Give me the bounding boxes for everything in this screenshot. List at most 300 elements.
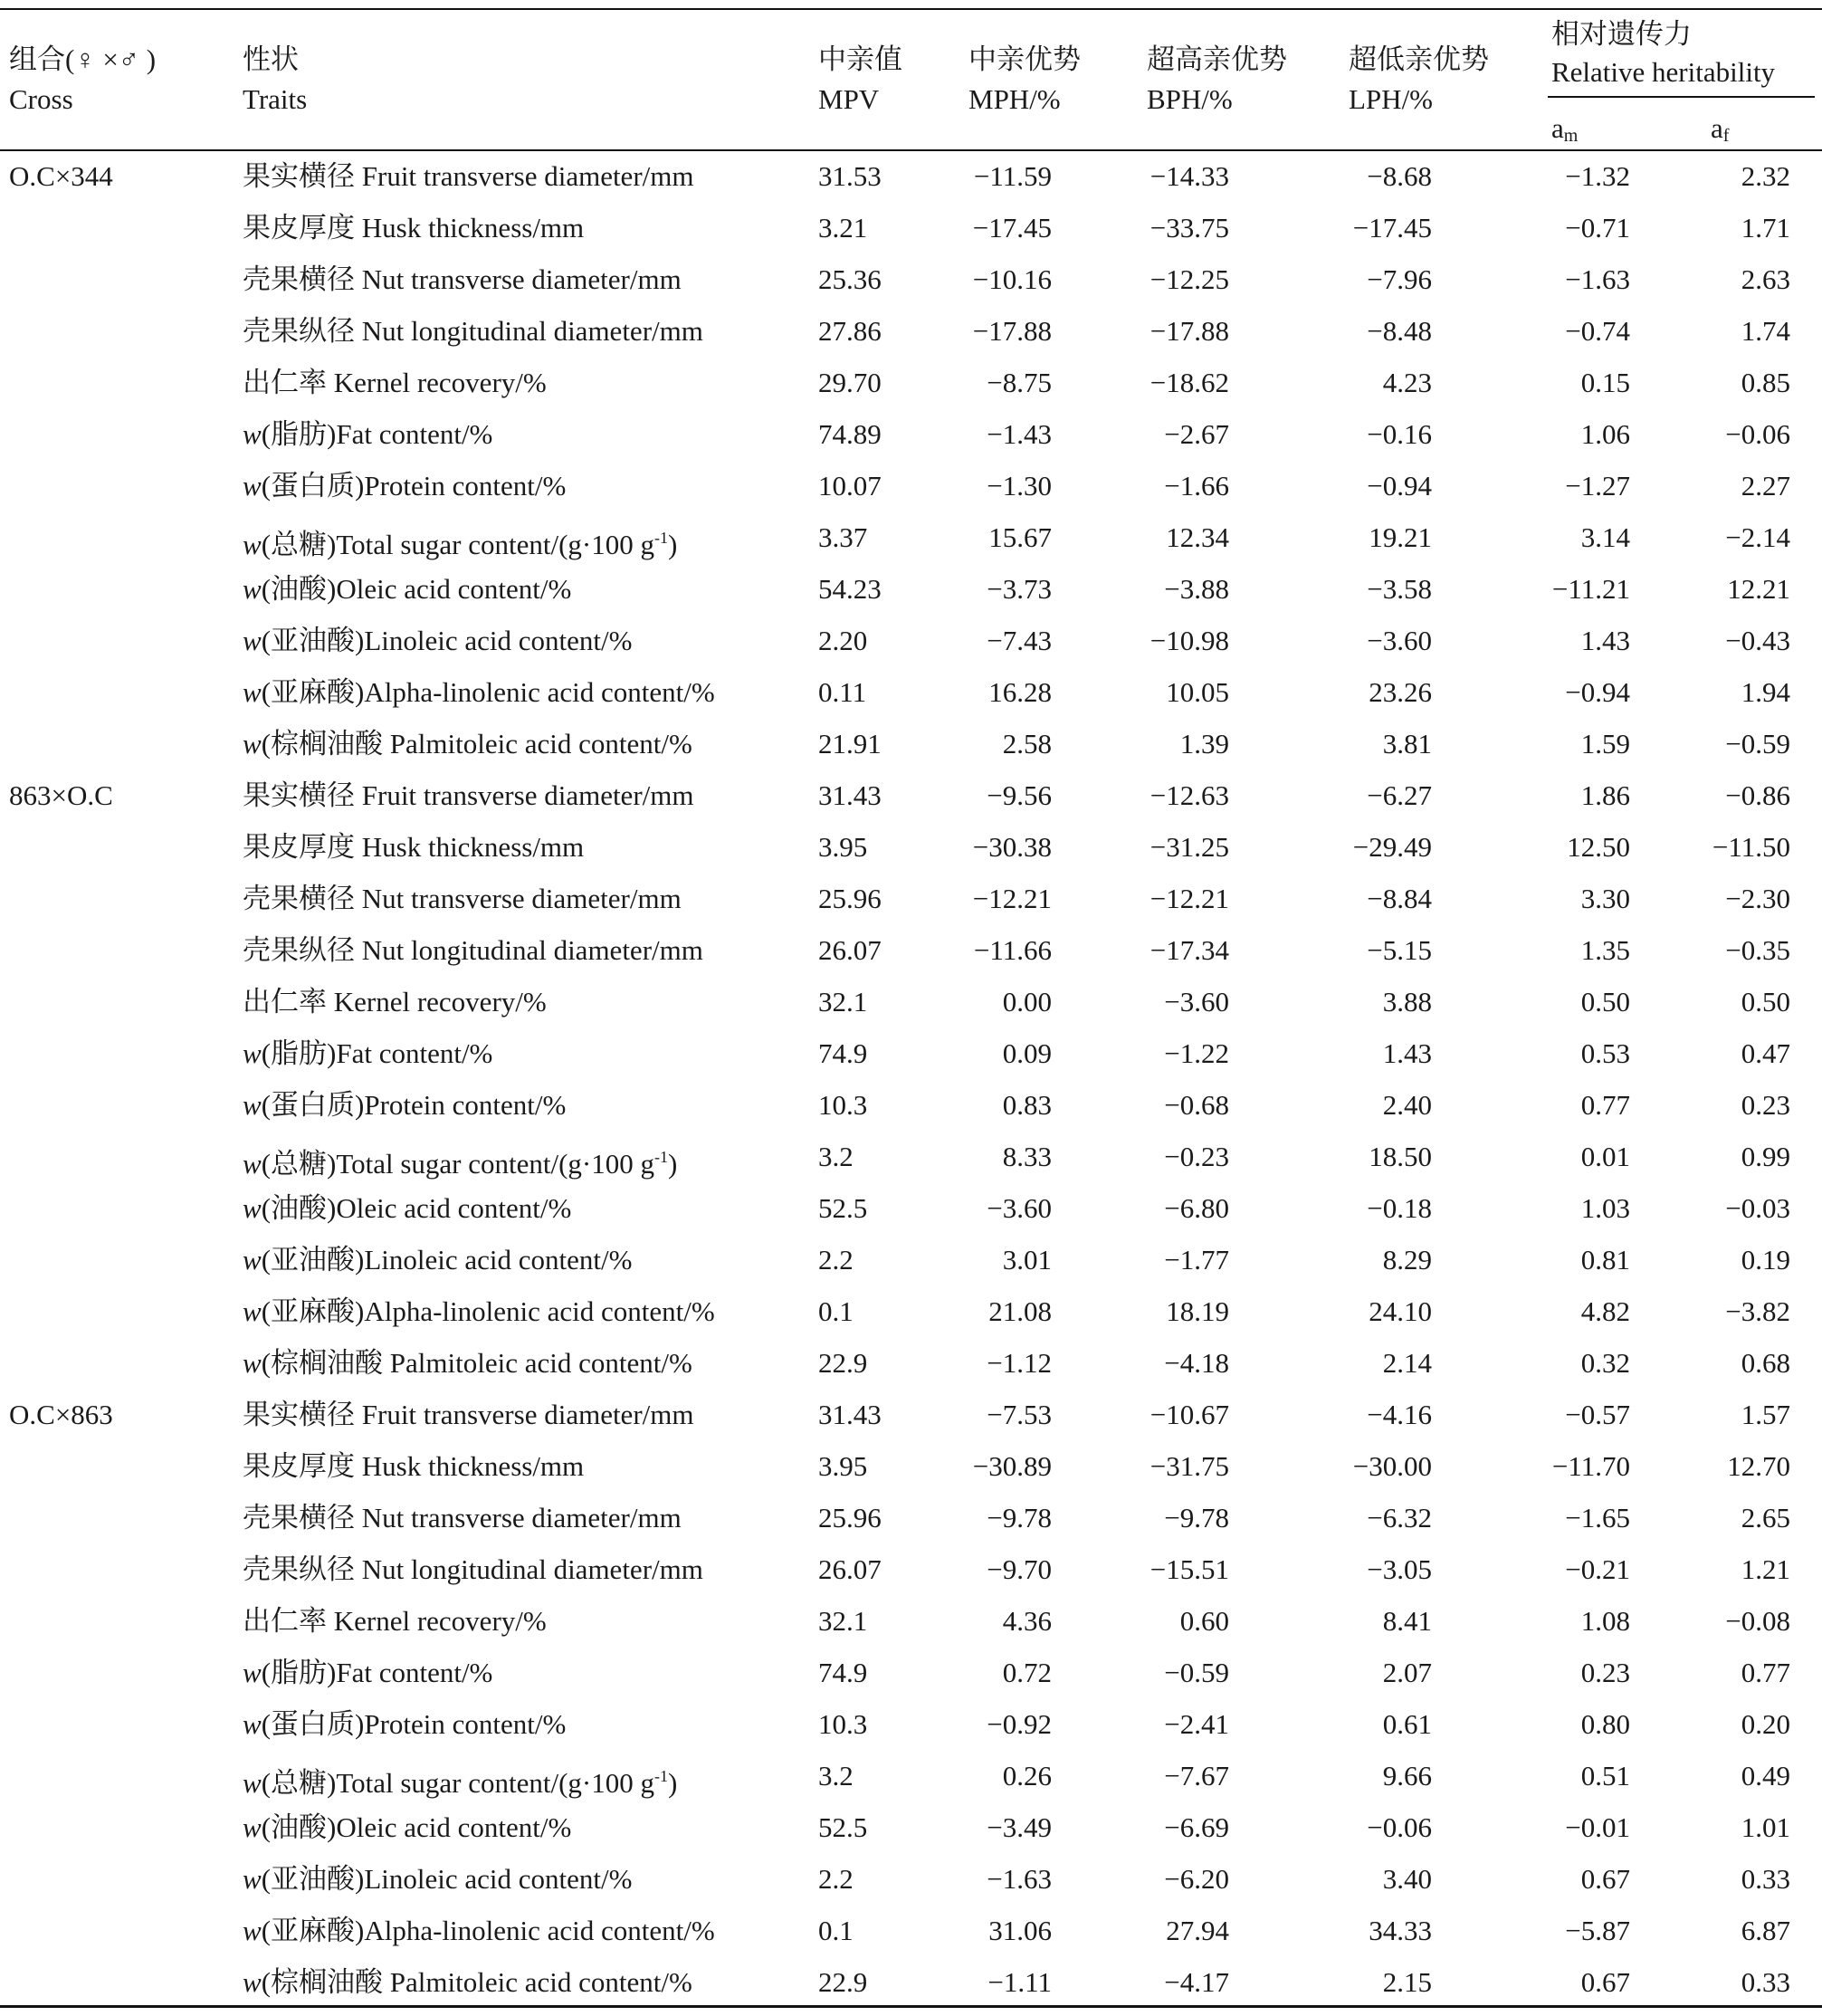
value-lph: −17.45	[1352, 212, 1432, 244]
value-mph: 0.00	[1002, 986, 1052, 1018]
trait-label: 出仁率 Kernel recovery/%	[243, 367, 547, 398]
table-row	[0, 1087, 1822, 1139]
cross-label: O.C×344	[9, 160, 113, 192]
value-am: 1.03	[1580, 1192, 1630, 1224]
value-bph: −18.62	[1149, 367, 1229, 398]
table-row	[0, 210, 1822, 262]
table-row	[0, 1500, 1822, 1552]
value-mpv: 3.2	[818, 1760, 854, 1791]
value-mpv: 0.1	[818, 1915, 854, 1946]
value-bph: 27.94	[1166, 1915, 1229, 1946]
value-af: 2.32	[1741, 160, 1790, 192]
value-bph: −0.68	[1164, 1089, 1229, 1121]
value-lph: −6.27	[1367, 779, 1432, 811]
value-mph: −30.38	[972, 831, 1052, 863]
value-mpv: 31.43	[818, 1399, 882, 1430]
value-lph: −30.00	[1352, 1450, 1432, 1482]
header-traits-cn: 性状	[243, 43, 299, 75]
value-lph: −3.05	[1367, 1553, 1432, 1585]
header-lph-en: LPH/%	[1349, 83, 1433, 115]
trait-label: w(油酸)Oleic acid content/%	[243, 1192, 572, 1224]
value-mpv: 0.1	[818, 1295, 854, 1327]
value-mpv: 0.11	[818, 676, 867, 708]
value-af: 0.19	[1741, 1244, 1790, 1276]
trait-label: 壳果纵径 Nut longitudinal diameter/mm	[243, 934, 703, 966]
value-lph: −0.06	[1367, 1811, 1432, 1843]
value-bph: −6.69	[1164, 1811, 1229, 1843]
table-row	[0, 1190, 1822, 1242]
value-bph: −1.77	[1164, 1244, 1229, 1276]
value-bph: 12.34	[1166, 521, 1229, 553]
value-mpv: 22.9	[818, 1347, 868, 1379]
value-mph: −7.53	[987, 1399, 1052, 1430]
value-lph: 8.29	[1382, 1244, 1432, 1276]
value-am: −1.63	[1565, 263, 1630, 295]
value-lph: 9.66	[1382, 1760, 1432, 1791]
table-row	[0, 623, 1822, 674]
value-bph: −12.25	[1149, 263, 1229, 295]
value-lph: 2.07	[1382, 1657, 1432, 1688]
value-am: 0.67	[1580, 1863, 1630, 1895]
table-row	[0, 1810, 1822, 1861]
table-row	[0, 1861, 1822, 1913]
value-mph: 16.28	[988, 676, 1052, 708]
value-mpv: 10.3	[818, 1708, 868, 1740]
value-mpv: 52.5	[818, 1192, 868, 1224]
value-mpv: 54.23	[818, 573, 882, 605]
table-row	[0, 1706, 1822, 1758]
value-am: −1.27	[1565, 470, 1630, 502]
value-am: 0.53	[1580, 1037, 1630, 1069]
value-am: −0.94	[1565, 676, 1630, 708]
value-lph: 23.26	[1369, 676, 1432, 708]
table-row	[0, 1964, 1822, 2016]
value-af: −3.82	[1725, 1295, 1790, 1327]
value-af: −2.30	[1725, 883, 1790, 914]
value-bph: −12.63	[1149, 779, 1229, 811]
value-mpv: 74.9	[818, 1657, 868, 1688]
value-mph: 3.01	[1002, 1244, 1052, 1276]
trait-label: w(脂肪)Fat content/%	[243, 1037, 493, 1069]
trait-label: w(脂肪)Fat content/%	[243, 418, 493, 450]
value-bph: 18.19	[1166, 1295, 1229, 1327]
value-af: −2.14	[1725, 521, 1790, 553]
value-am: 0.67	[1580, 1966, 1630, 1998]
value-af: 1.57	[1741, 1399, 1790, 1430]
value-am: −0.74	[1565, 315, 1630, 347]
header-bottom-rule	[0, 149, 1822, 151]
header-mpv-cn: 中亲值	[818, 43, 902, 75]
value-am: 3.30	[1580, 883, 1630, 914]
value-mph: −9.56	[987, 779, 1052, 811]
trait-label: w(油酸)Oleic acid content/%	[243, 1811, 572, 1843]
value-am: 3.14	[1580, 521, 1630, 553]
table-row	[0, 1758, 1822, 1810]
top-rule	[0, 8, 1822, 10]
trait-label: w(棕榈油酸 Palmitoleic acid content/%	[243, 1347, 692, 1379]
value-mph: −1.43	[987, 418, 1052, 450]
value-af: 0.23	[1741, 1089, 1790, 1121]
value-bph: −0.59	[1164, 1657, 1229, 1688]
value-af: −0.08	[1725, 1605, 1790, 1637]
trait-label: 壳果纵径 Nut longitudinal diameter/mm	[243, 315, 703, 347]
table-row	[0, 1397, 1822, 1448]
value-mpv: 3.95	[818, 831, 868, 863]
value-am: −0.57	[1565, 1399, 1630, 1430]
value-lph: 34.33	[1369, 1915, 1432, 1946]
table-row	[0, 262, 1822, 313]
value-af: 0.50	[1741, 986, 1790, 1018]
value-af: −0.43	[1725, 625, 1790, 656]
trait-label: w(棕榈油酸 Palmitoleic acid content/%	[243, 1966, 692, 1998]
table-row	[0, 520, 1822, 571]
trait-label: w(亚麻酸)Alpha-linolenic acid content/%	[243, 676, 715, 708]
value-mph: 31.06	[988, 1915, 1052, 1946]
trait-label: w(脂肪)Fat content/%	[243, 1657, 493, 1688]
trait-label: w(亚麻酸)Alpha-linolenic acid content/%	[243, 1915, 715, 1946]
value-lph: 4.23	[1382, 367, 1432, 398]
value-mpv: 3.95	[818, 1450, 868, 1482]
value-am: 1.86	[1580, 779, 1630, 811]
header-cross-cn: 组合(♀ ×♂ )	[9, 43, 157, 75]
value-mph: 4.36	[1002, 1605, 1052, 1637]
value-bph: −12.21	[1149, 883, 1229, 914]
value-mph: −9.78	[987, 1502, 1052, 1533]
value-am: 0.81	[1580, 1244, 1630, 1276]
value-am: 1.08	[1580, 1605, 1630, 1637]
table-row	[0, 468, 1822, 520]
value-mpv: 52.5	[818, 1811, 868, 1843]
value-am: 0.15	[1580, 367, 1630, 398]
table-row	[0, 674, 1822, 726]
header-lph-cn: 超低亲优势	[1349, 43, 1489, 75]
trait-label: w(棕榈油酸 Palmitoleic acid content/%	[243, 728, 692, 760]
value-lph: 3.88	[1382, 986, 1432, 1018]
table-row	[0, 313, 1822, 365]
value-af: −0.06	[1725, 418, 1790, 450]
trait-label: 果皮厚度 Husk thickness/mm	[243, 212, 585, 244]
value-lph: −29.49	[1352, 831, 1432, 863]
value-mph: −9.70	[987, 1553, 1052, 1585]
bottom-rule	[0, 2005, 1822, 2008]
table-row	[0, 416, 1822, 468]
value-bph: −9.78	[1164, 1502, 1229, 1533]
value-am: 1.59	[1580, 728, 1630, 760]
trait-label: w(总糖)Total sugar content/(g·100 $g^{-1}$)	[243, 1148, 678, 1180]
value-bph: −31.75	[1149, 1450, 1229, 1482]
table-row	[0, 1913, 1822, 1964]
value-mph: 21.08	[988, 1295, 1052, 1327]
value-lph: 19.21	[1369, 521, 1432, 553]
value-bph: −10.67	[1149, 1399, 1229, 1430]
value-lph: −8.84	[1367, 883, 1432, 914]
value-mpv: 21.91	[818, 728, 882, 760]
value-mpv: 10.3	[818, 1089, 868, 1121]
value-mph: −1.11	[987, 1966, 1052, 1998]
value-bph: −6.80	[1164, 1192, 1229, 1224]
trait-label: 果皮厚度 Husk thickness/mm	[243, 831, 585, 863]
table-row	[0, 1139, 1822, 1190]
trait-label: w(总糖)Total sugar content/(g·100 $g^{-1}$)	[243, 529, 678, 560]
value-bph: −0.23	[1164, 1141, 1229, 1172]
value-am: −1.32	[1565, 160, 1630, 192]
value-bph: −17.34	[1149, 934, 1229, 966]
table-row	[0, 1552, 1822, 1603]
value-af: −0.35	[1725, 934, 1790, 966]
value-bph: −33.75	[1149, 212, 1229, 244]
value-lph: 2.15	[1382, 1966, 1432, 1998]
value-mph: −3.73	[987, 573, 1052, 605]
trait-label: 果实横径 Fruit transverse diameter/mm	[243, 1399, 694, 1430]
value-am: 1.06	[1580, 418, 1630, 450]
value-am: 0.23	[1580, 1657, 1630, 1688]
value-lph: 2.40	[1382, 1089, 1432, 1121]
value-lph: 3.81	[1382, 728, 1432, 760]
value-af: 2.65	[1741, 1502, 1790, 1533]
value-mph: −1.30	[987, 470, 1052, 502]
value-mpv: 25.96	[818, 1502, 882, 1533]
value-am: −1.65	[1565, 1502, 1630, 1533]
table-row	[0, 778, 1822, 829]
value-af: −0.86	[1725, 779, 1790, 811]
header-af: $a_f$	[1711, 112, 1730, 146]
value-am: 1.43	[1580, 625, 1630, 656]
value-mpv: 25.96	[818, 883, 882, 914]
trait-label: 果皮厚度 Husk thickness/mm	[243, 1450, 585, 1482]
trait-label: 果实横径 Fruit transverse diameter/mm	[243, 160, 694, 192]
value-mph: 0.26	[1002, 1760, 1052, 1791]
value-lph: −0.16	[1367, 418, 1432, 450]
table-row	[0, 1036, 1822, 1087]
trait-label: 壳果纵径 Nut longitudinal diameter/mm	[243, 1553, 703, 1585]
table-row	[0, 365, 1822, 416]
value-af: 0.68	[1741, 1347, 1790, 1379]
value-mph: −1.12	[987, 1347, 1052, 1379]
value-af: 0.49	[1741, 1760, 1790, 1791]
value-lph: −8.68	[1367, 160, 1432, 192]
value-mph: −0.92	[987, 1708, 1052, 1740]
value-bph: −17.88	[1149, 315, 1229, 347]
value-mph: −8.75	[987, 367, 1052, 398]
value-mph: 0.72	[1002, 1657, 1052, 1688]
trait-label: 出仁率 Kernel recovery/%	[243, 1605, 547, 1637]
header-mpv-en: MPV	[818, 83, 880, 115]
value-am: 0.01	[1580, 1141, 1630, 1172]
value-af: 6.87	[1741, 1915, 1790, 1946]
value-af: 2.63	[1741, 263, 1790, 295]
value-lph: −3.58	[1367, 573, 1432, 605]
value-am: 0.77	[1580, 1089, 1630, 1121]
value-af: 0.77	[1741, 1657, 1790, 1688]
value-mpv: 22.9	[818, 1966, 868, 1998]
value-af: 1.71	[1741, 212, 1790, 244]
value-lph: 18.50	[1369, 1141, 1432, 1172]
value-am: −0.21	[1565, 1553, 1630, 1585]
value-mph: 2.58	[1002, 728, 1052, 760]
value-bph: −3.88	[1164, 573, 1229, 605]
trait-label: w(蛋白质)Protein content/%	[243, 1089, 567, 1121]
value-lph: −5.15	[1367, 934, 1432, 966]
header-traits-en: Traits	[243, 83, 308, 115]
value-mpv: 29.70	[818, 367, 882, 398]
header-relative-heritability-en: Relative heritability	[1551, 56, 1776, 88]
value-mpv: 2.2	[818, 1863, 854, 1895]
value-mpv: 25.36	[818, 263, 882, 295]
value-af: 12.70	[1727, 1450, 1790, 1482]
value-am: −11.21	[1551, 573, 1630, 605]
value-bph: −10.98	[1149, 625, 1229, 656]
table-row	[0, 1242, 1822, 1294]
value-mpv: 10.07	[818, 470, 882, 502]
trait-label: w(蛋白质)Protein content/%	[243, 1708, 567, 1740]
value-mpv: 26.07	[818, 1553, 882, 1585]
value-bph: −4.18	[1164, 1347, 1229, 1379]
table-row	[0, 158, 1822, 210]
header-mph-en: MPH/%	[968, 83, 1061, 115]
value-mph: −11.66	[973, 934, 1052, 966]
value-mph: −3.49	[987, 1811, 1052, 1843]
table-row	[0, 1294, 1822, 1345]
value-bph: −31.25	[1149, 831, 1229, 863]
trait-label: w(油酸)Oleic acid content/%	[243, 573, 572, 605]
value-af: 0.85	[1741, 367, 1790, 398]
trait-label: 壳果横径 Nut transverse diameter/mm	[243, 263, 682, 295]
value-am: 1.35	[1580, 934, 1630, 966]
value-mph: −12.21	[972, 883, 1052, 914]
header-bph-en: BPH/%	[1147, 83, 1233, 115]
table-row	[0, 571, 1822, 623]
value-mph: 8.33	[1002, 1141, 1052, 1172]
value-mph: −30.89	[972, 1450, 1052, 1482]
value-lph: −0.18	[1367, 1192, 1432, 1224]
value-af: 1.01	[1741, 1811, 1790, 1843]
value-bph: 0.60	[1179, 1605, 1229, 1637]
value-mpv: 3.37	[818, 521, 868, 553]
header-am: $a_m$	[1551, 112, 1579, 146]
value-am: 0.80	[1580, 1708, 1630, 1740]
value-lph: 8.41	[1382, 1605, 1432, 1637]
trait-label: 壳果横径 Nut transverse diameter/mm	[243, 883, 682, 914]
value-am: 0.32	[1580, 1347, 1630, 1379]
header-mph-cn: 中亲优势	[968, 43, 1081, 75]
value-mph: −3.60	[987, 1192, 1052, 1224]
value-bph: −14.33	[1149, 160, 1229, 192]
header-cross-en: Cross	[9, 83, 73, 115]
trait-label: w(亚油酸)Linoleic acid content/%	[243, 1863, 633, 1895]
table-row	[0, 1448, 1822, 1500]
value-mpv: 2.2	[818, 1244, 854, 1276]
value-lph: −0.94	[1367, 470, 1432, 502]
value-lph: −3.60	[1367, 625, 1432, 656]
value-mph: −1.63	[987, 1863, 1052, 1895]
value-bph: −1.66	[1164, 470, 1229, 502]
value-bph: −2.41	[1164, 1708, 1229, 1740]
value-mpv: 31.53	[818, 160, 882, 192]
trait-label: w(总糖)Total sugar content/(g·100 $g^{-1}$)	[243, 1767, 678, 1799]
trait-label: w(亚麻酸)Alpha-linolenic acid content/%	[243, 1295, 715, 1327]
value-mpv: 3.21	[818, 212, 868, 244]
header-relative-heritability-cn: 相对遗传力	[1551, 18, 1692, 50]
table-row	[0, 932, 1822, 984]
value-mph: 0.83	[1002, 1089, 1052, 1121]
value-bph: −7.67	[1164, 1760, 1229, 1791]
value-af: 0.47	[1741, 1037, 1790, 1069]
value-bph: −2.67	[1164, 418, 1229, 450]
value-lph: 2.14	[1382, 1347, 1432, 1379]
table-row	[0, 1345, 1822, 1397]
trait-label: 出仁率 Kernel recovery/%	[243, 986, 547, 1018]
table-row	[0, 1655, 1822, 1706]
value-lph: 1.43	[1382, 1037, 1432, 1069]
value-am: −0.71	[1565, 212, 1630, 244]
value-bph: −6.20	[1164, 1863, 1229, 1895]
value-af: 1.74	[1741, 315, 1790, 347]
value-mph: −17.45	[972, 212, 1052, 244]
value-lph: −4.16	[1367, 1399, 1432, 1430]
value-bph: −15.51	[1149, 1553, 1229, 1585]
value-bph: −1.22	[1164, 1037, 1229, 1069]
trait-label: w(亚油酸)Linoleic acid content/%	[243, 625, 633, 656]
value-bph: −4.17	[1164, 1966, 1229, 1998]
value-af: 1.21	[1741, 1553, 1790, 1585]
value-mpv: 3.2	[818, 1141, 854, 1172]
value-am: 0.51	[1580, 1760, 1630, 1791]
trait-label: w(亚油酸)Linoleic acid content/%	[243, 1244, 633, 1276]
trait-label: 壳果横径 Nut transverse diameter/mm	[243, 1502, 682, 1533]
value-bph: 1.39	[1179, 728, 1229, 760]
value-lph: −8.48	[1367, 315, 1432, 347]
value-af: 0.20	[1741, 1708, 1790, 1740]
value-mph: −11.59	[973, 160, 1052, 192]
trait-label: 果实横径 Fruit transverse diameter/mm	[243, 779, 694, 811]
value-af: −0.59	[1725, 728, 1790, 760]
value-am: −5.87	[1565, 1915, 1630, 1946]
table-row	[0, 829, 1822, 881]
cross-label: 863×O.C	[9, 779, 113, 811]
value-af: −11.50	[1712, 831, 1790, 863]
value-bph: 10.05	[1166, 676, 1229, 708]
value-mpv: 26.07	[818, 934, 882, 966]
value-mpv: 32.1	[818, 986, 868, 1018]
value-mph: 15.67	[988, 521, 1052, 553]
value-af: 1.94	[1741, 676, 1790, 708]
value-mph: 0.09	[1002, 1037, 1052, 1069]
header-sub-rule	[1548, 96, 1815, 98]
value-af: 0.99	[1741, 1141, 1790, 1172]
value-mpv: 31.43	[818, 779, 882, 811]
cross-label: O.C×863	[9, 1399, 113, 1430]
value-mph: −7.43	[987, 625, 1052, 656]
table-row	[0, 881, 1822, 932]
value-am: 4.82	[1580, 1295, 1630, 1327]
value-mpv: 2.20	[818, 625, 868, 656]
value-af: −0.03	[1725, 1192, 1790, 1224]
value-lph: 24.10	[1369, 1295, 1432, 1327]
value-am: −11.70	[1551, 1450, 1630, 1482]
value-bph: −3.60	[1164, 986, 1229, 1018]
table-row	[0, 1603, 1822, 1655]
value-lph: −6.32	[1367, 1502, 1432, 1533]
table-row	[0, 984, 1822, 1036]
value-mph: −17.88	[972, 315, 1052, 347]
value-am: 0.50	[1580, 986, 1630, 1018]
value-lph: −7.96	[1367, 263, 1432, 295]
value-mpv: 27.86	[818, 315, 882, 347]
value-am: 12.50	[1567, 831, 1630, 863]
value-af: 2.27	[1741, 470, 1790, 502]
value-af: 0.33	[1741, 1863, 1790, 1895]
value-mpv: 32.1	[818, 1605, 868, 1637]
